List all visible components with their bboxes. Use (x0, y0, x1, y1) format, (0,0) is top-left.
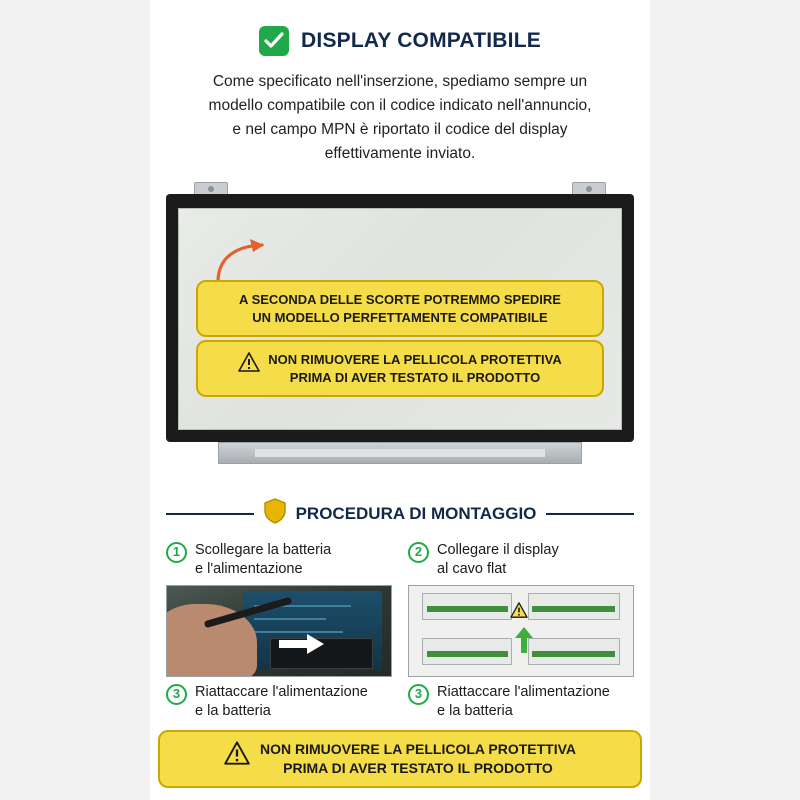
banner-line-2: PRIMA DI AVER TESTATO IL PRODOTTO (289, 369, 541, 385)
compatibility-banner (196, 280, 604, 337)
intro-paragraph (168, 70, 632, 166)
step-number: 2 (408, 542, 429, 563)
procedure-heading (166, 498, 634, 529)
warning-triangle-icon (224, 741, 250, 770)
step-text-line2: al cavo flat (437, 560, 507, 577)
display-illustration (158, 182, 642, 482)
step-number: 1 (166, 542, 187, 563)
step-text-line1: Riattaccare l'alimentazione (437, 683, 610, 700)
intro-line: modello compatibile con il codice indicato nell'annuncio, (208, 97, 592, 115)
green-arrow-up-icon (514, 627, 534, 658)
footer-warning-line2: PRIMA DI AVER TESTATO IL PRODOTTO (283, 760, 553, 777)
banner-line-1: NON RIMUOVERE LA PELLICOLA PROTETTIVA (268, 352, 562, 368)
page-title: DISPLAY COMPATIBILE (301, 29, 541, 52)
step-text-line1: Scollegare la batteria (195, 542, 332, 559)
step-number: 3 (408, 684, 429, 705)
divider-right (546, 513, 634, 515)
step-photo-connector (408, 585, 634, 677)
divider-left (166, 513, 254, 515)
footer-warning-banner (158, 730, 642, 788)
step-text-line1: Riattaccare l'alimentazione (195, 683, 368, 700)
header-title-row (150, 26, 650, 56)
left-rail (0, 0, 150, 800)
banner-line-1: A SECONDA DELLE SCORTE POTREMMO SPEDIRE (239, 292, 561, 308)
step-label (408, 683, 634, 721)
step-label (166, 541, 392, 579)
right-rail (650, 0, 800, 800)
procedure-title: PROCEDURA DI MONTAGGIO (295, 503, 537, 523)
banner-line-2: UN MODELLO PERFETTAMENTE COMPATIBILE (252, 309, 548, 325)
step-text-line2: e l'alimentazione (195, 560, 303, 577)
content-card (150, 0, 650, 800)
warning-triangle-icon (510, 602, 528, 623)
procedure-steps (166, 541, 634, 720)
footer-warning-line1: NON RIMUOVERE LA PELLICOLA PROTETTIVA (259, 741, 577, 758)
step-text-line2: e la batteria (195, 702, 271, 719)
intro-line: e nel campo MPN è riportato il codice del display (232, 121, 568, 139)
panel-foot (218, 442, 582, 464)
shield-icon (264, 498, 286, 529)
step-text-line2: e la batteria (437, 702, 513, 719)
step-text-line1: Collegare il display (437, 542, 559, 559)
check-icon (259, 26, 289, 56)
step-label (408, 541, 634, 579)
film-warning-banner (196, 340, 604, 397)
intro-line: effettivamente inviato. (324, 145, 476, 163)
white-arrow-icon (279, 633, 325, 660)
step-number: 3 (166, 684, 187, 705)
warning-triangle-icon (238, 352, 260, 377)
intro-line: Come specificato nell'inserzione, spediamo sempre un (212, 73, 588, 90)
step-photo-battery (166, 585, 392, 677)
step-label (166, 683, 392, 721)
